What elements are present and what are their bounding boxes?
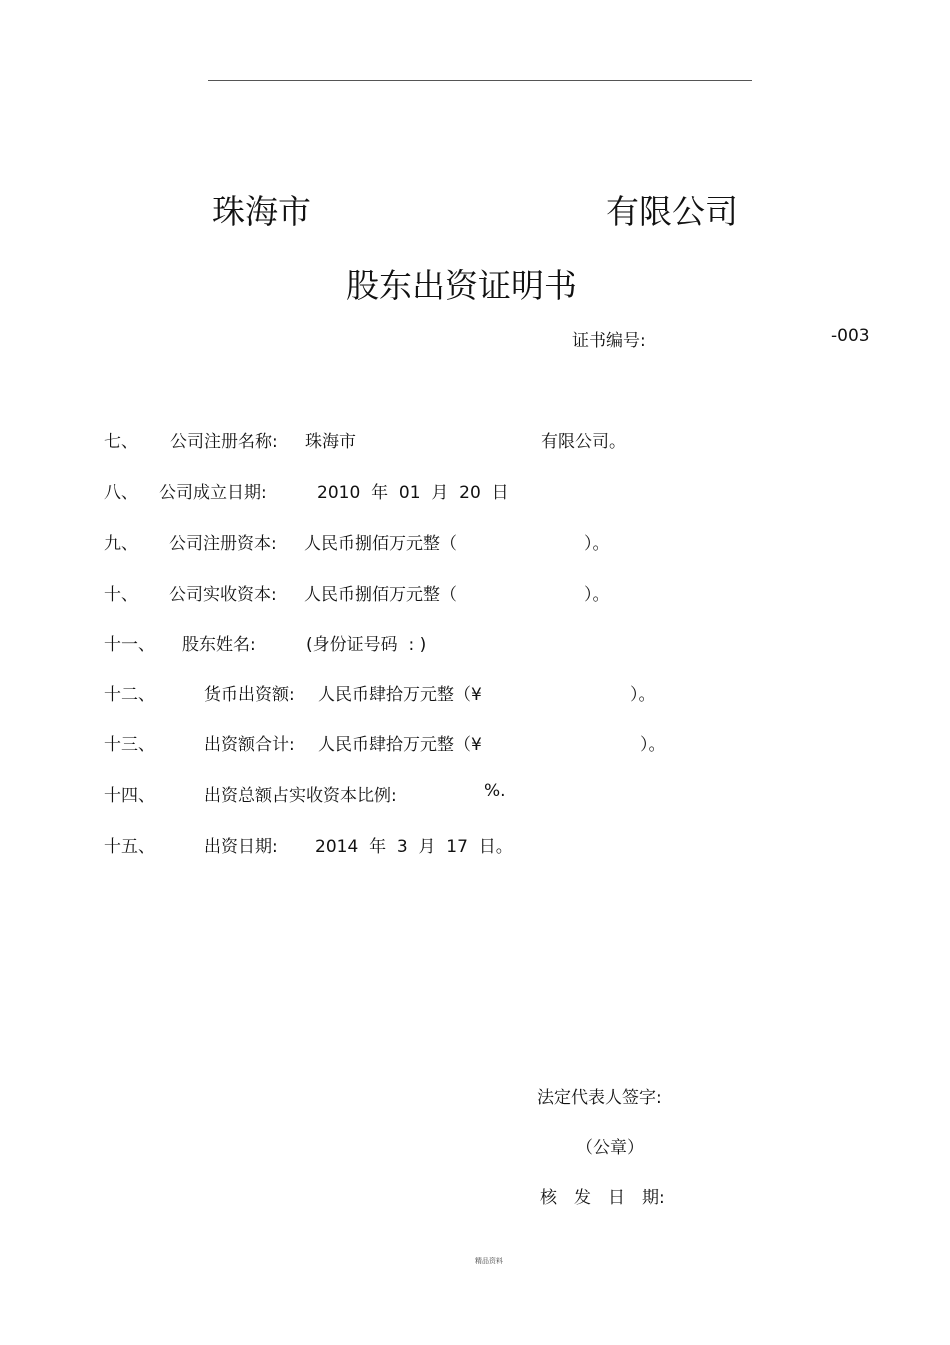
- item-number: 七、: [104, 432, 138, 452]
- item-number: 十三、: [104, 735, 155, 755]
- top-rule: [208, 80, 752, 81]
- seal-label: （公章）: [576, 1138, 644, 1158]
- item-value: 人民币捌佰万元整（: [304, 585, 457, 605]
- certificate-number: -003: [831, 326, 870, 346]
- issue-date-label: 核 发 日 期:: [540, 1188, 665, 1208]
- item-value: 人民币捌佰万元整（: [304, 534, 457, 554]
- item-value: 人民币肆拾万元整（¥: [318, 735, 482, 755]
- certificate-label: 证书编号:: [572, 331, 646, 351]
- item-value-end: ）。: [630, 685, 656, 705]
- item-value: 人民币肆拾万元整（¥: [318, 685, 482, 705]
- item-label: 公司注册名称:: [170, 432, 278, 452]
- item-value: 2010 年 01 月 20 日: [317, 483, 509, 503]
- item-label: 出资额合计:: [204, 735, 295, 755]
- item-label: 股东姓名:: [182, 635, 256, 655]
- item-number: 十一、: [104, 635, 155, 655]
- item-value: 珠海市: [305, 432, 356, 452]
- item-number: 八、: [104, 483, 138, 503]
- title-city: 珠海市: [212, 192, 311, 231]
- item-value: 2014 年 3 月 17 日。: [315, 837, 513, 857]
- item-number: 十四、: [104, 786, 155, 806]
- watermark-text: 精品资料: [475, 1257, 503, 1265]
- signature-label: 法定代表人签字:: [537, 1088, 662, 1108]
- item-value-end: ）。: [584, 585, 610, 605]
- item-value: (身份证号码 : ): [306, 635, 427, 655]
- item-value: %.: [484, 781, 506, 801]
- item-number: 九、: [104, 534, 138, 554]
- item-label: 公司注册资本:: [169, 534, 277, 554]
- item-label: 公司实收资本:: [169, 585, 277, 605]
- item-label: 货币出资额:: [204, 685, 295, 705]
- item-label: 出资日期:: [204, 837, 278, 857]
- item-value-end: 有限公司。: [541, 432, 626, 452]
- item-number: 十二、: [104, 685, 155, 705]
- document-title: 股东出资证明书: [346, 266, 577, 305]
- item-value-end: ）。: [640, 735, 666, 755]
- item-label: 出资总额占实收资本比例:: [204, 786, 397, 806]
- item-value-end: ）。: [584, 534, 610, 554]
- title-suffix: 有限公司: [606, 192, 738, 231]
- item-number: 十、: [104, 585, 138, 605]
- item-label: 公司成立日期:: [159, 483, 267, 503]
- item-number: 十五、: [104, 837, 155, 857]
